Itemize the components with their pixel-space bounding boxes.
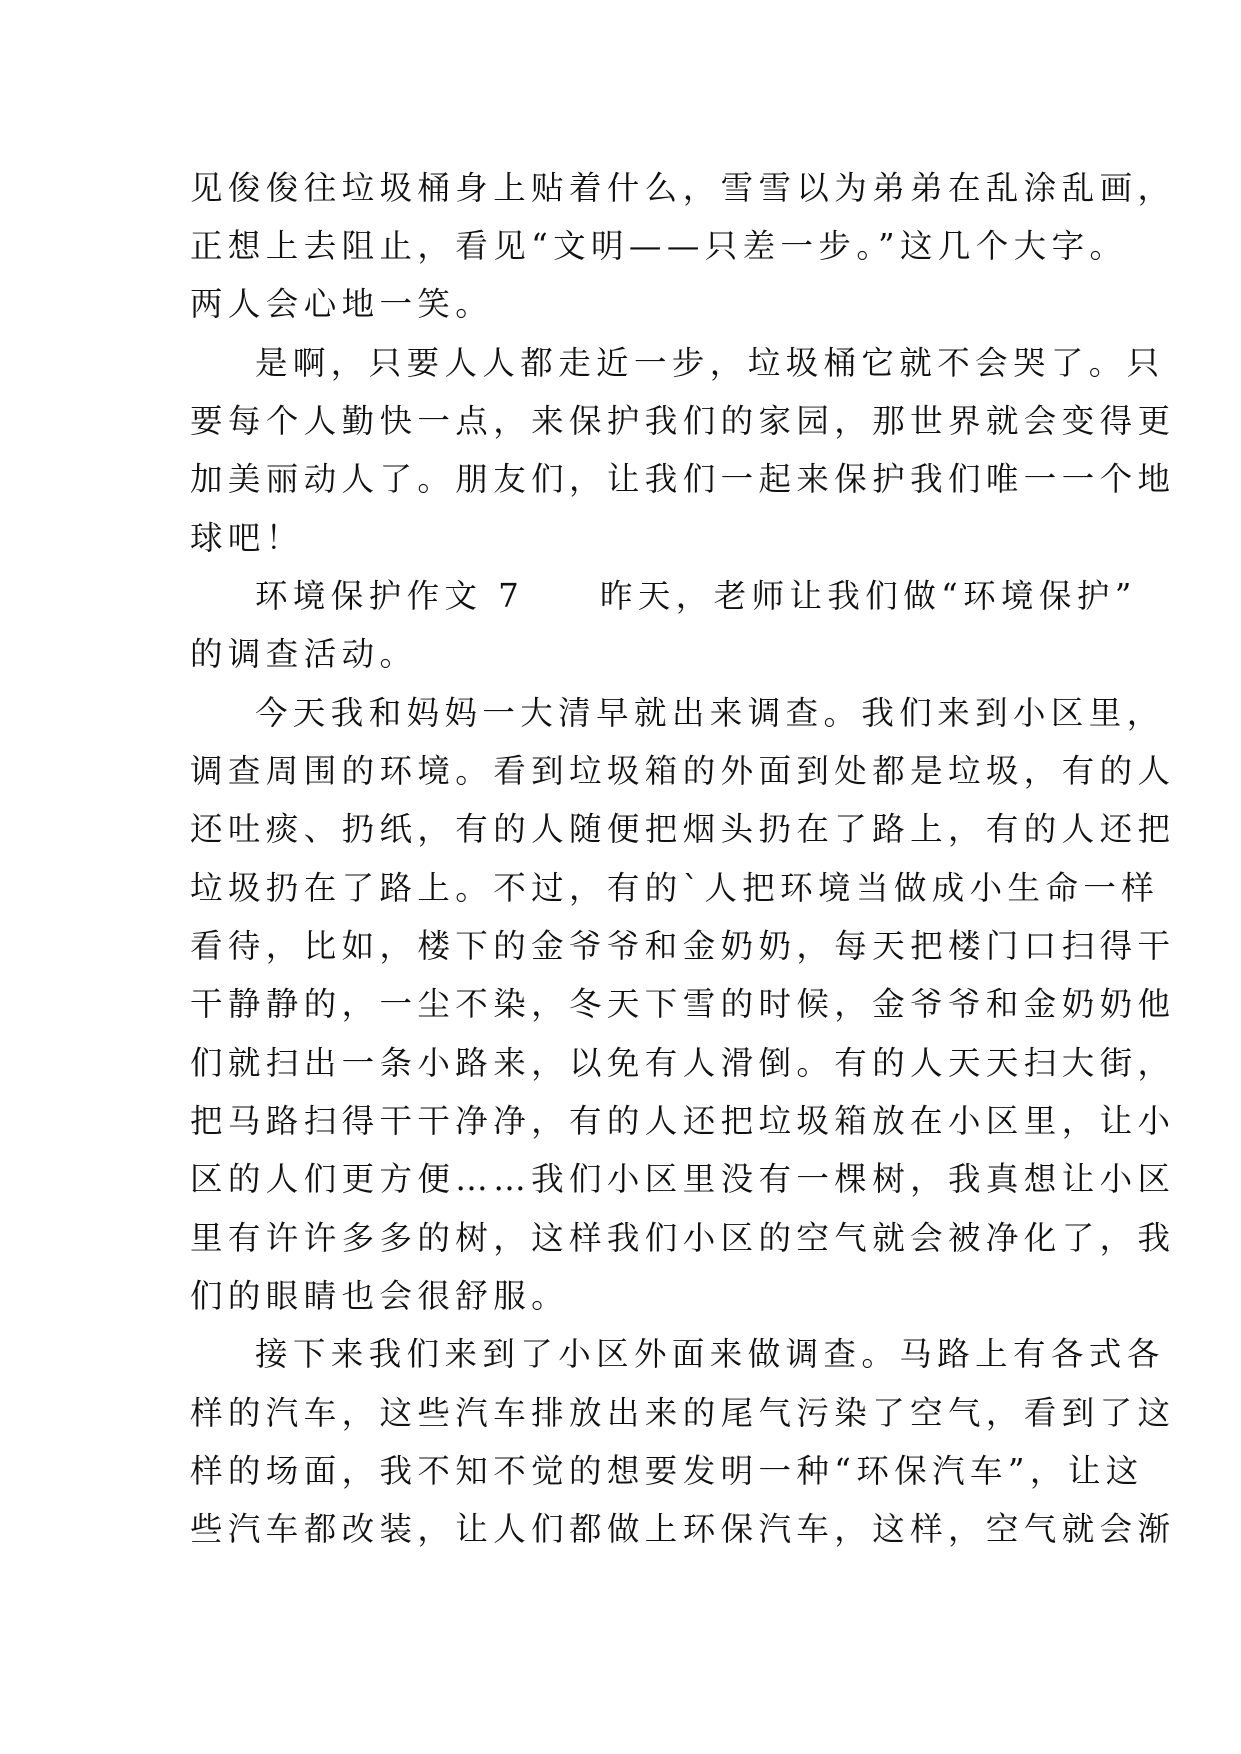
paragraph-start-line: 接下来我们来到了小区外面来做调查。马路上有各式各	[255, 1335, 1165, 1373]
text-line: 垃圾扔在了路上。不过，有的`人把环境当做成小生命一样	[190, 869, 1160, 907]
section-heading-line: 环境保护作文 7 昨天，老师让我们做“环境保护”	[255, 577, 1137, 615]
text-line: 把马路扫得干干净净，有的人还把垃圾箱放在小区里，让小	[190, 1102, 1176, 1140]
text-line: 见俊俊往垃圾桶身上贴着什么，雪雪以为弟弟在乱涂乱画，	[190, 169, 1176, 207]
text-line: 干静静的，一尘不染，冬天下雪的时候，金爷爷和金奶奶他	[190, 985, 1176, 1023]
text-line: 两人会心地一笑。	[190, 285, 494, 323]
text-line: 里有许许多多的树，这样我们小区的空气就会被净化了，我	[190, 1219, 1176, 1257]
text-line: 样的汽车，这些汽车排放出来的尾气污染了空气，看到了这	[190, 1394, 1176, 1432]
text-line: 调查周围的环境。看到垃圾箱的外面到处都是垃圾，有的人	[190, 752, 1176, 790]
paragraph-start-line: 今天我和妈妈一大清早就出来调查。我们来到小区里，	[255, 694, 1165, 732]
paragraph-start-line: 是啊，只要人人都走近一步，垃圾桶它就不会哭了。只	[255, 344, 1165, 382]
text-line: 看待，比如，楼下的金爷爷和金奶奶，每天把楼门口扫得干	[190, 927, 1176, 965]
text-line: 的调查活动。	[190, 635, 418, 673]
text-line: 们就扫出一条小路来，以免有人滑倒。有的人天天扫大街，	[190, 1044, 1176, 1082]
text-line: 还吐痰、扔纸，有的人随便把烟头扔在了路上，有的人还把	[190, 810, 1176, 848]
text-line: 要每个人勤快一点，来保护我们的家园，那世界就会变得更	[190, 402, 1176, 440]
text-line: 样的场面，我不知不觉的想要发明一种“环保汽车”，让这	[190, 1452, 1144, 1490]
text-line: 加美丽动人了。朋友们，让我们一起来保护我们唯一一个地	[190, 460, 1176, 498]
text-line: 区的人们更方便……我们小区里没有一棵树，我真想让小区	[190, 1160, 1176, 1198]
text-line: 正想上去阻止，看见“文明——只差一步。”这几个大字。	[190, 227, 1128, 265]
text-line: 些汽车都改装，让人们都做上环保汽车，这样，空气就会渐	[190, 1510, 1176, 1548]
text-line: 们的眼睛也会很舒服。	[190, 1277, 570, 1315]
text-line: 球吧！	[190, 519, 304, 557]
